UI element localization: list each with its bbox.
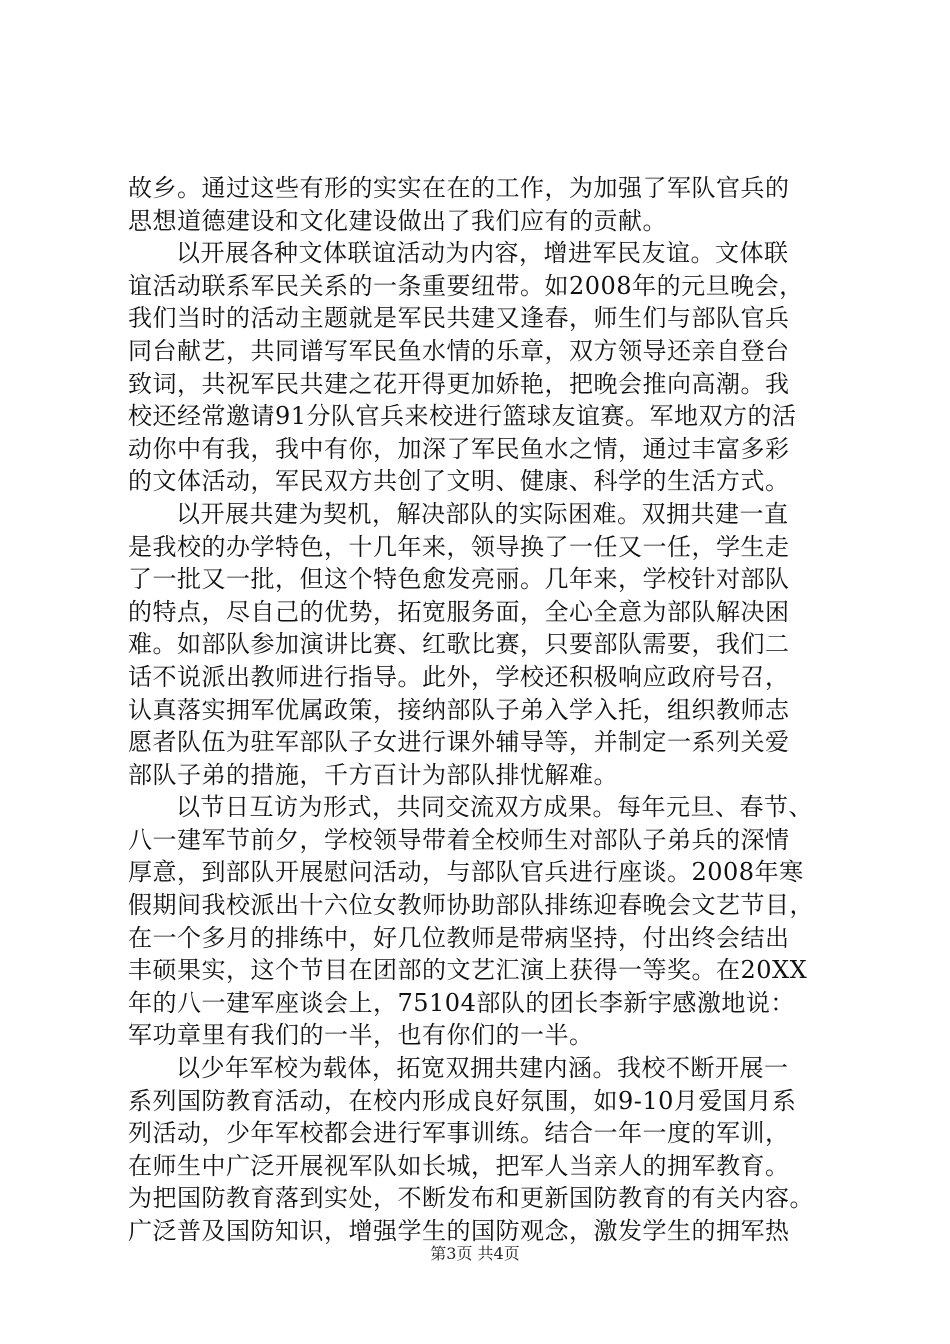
text-line: 八一建军节前夕，学校领导带着全校师生对部队子弟兵的深情 xyxy=(128,825,790,854)
text-line: 为把国防教育落到实处，不断发布和更新国防教育的有关内容。 xyxy=(128,1184,814,1213)
text-line: 的特点，尽自己的优势，拓宽服务面，全心全意为部队解决困 xyxy=(128,597,790,626)
text-line: 列活动，少年军校都会进行军事训练。结合一年一度的军训， xyxy=(128,1119,790,1148)
paragraph-first-line: 以少年军校为载体，拓宽双拥共建内涵。我校不断开展一 xyxy=(176,1054,789,1083)
text-line: 系列国防教育活动，在校内形成良好氛围，如9-10月爱国月系 xyxy=(128,1086,797,1115)
paragraph-first-line: 以开展各种文体联谊活动为内容，增进军民友谊。文体联 xyxy=(176,239,789,268)
text-line: 广泛普及国防知识，增强学生的国防观念，激发学生的拥军热 xyxy=(128,1217,790,1245)
text-line: 愿者队伍为驻军部队子女进行课外辅导等，并制定一系列关爱 xyxy=(128,728,790,757)
text-line: 我们当时的活动主题就是军民共建又逢春，师生们与部队官兵 xyxy=(128,304,790,333)
text-line: 丰硕果实，这个节目在团部的文艺汇演上获得一等奖。在20XX xyxy=(128,956,808,985)
text-line: 假期间我校派出十六位女教师协助部队排练迎春晚会文艺节目， xyxy=(128,891,814,920)
text-line: 致词，共祝军民共建之花开得更加娇艳，把晚会推向高潮。我 xyxy=(128,369,790,398)
page-number-footer: 第3页 共4页 xyxy=(430,1244,520,1263)
text-line: 故乡。通过这些有形的实实在在的工作，为加强了军队官兵的 xyxy=(128,174,790,202)
text-line: 同台献艺，共同谱写军民鱼水情的乐章，双方领导还亲自登台 xyxy=(128,336,790,365)
document-body xyxy=(128,172,848,1248)
text-line: 谊活动联系军民关系的一条重要纽带。如2008年的元旦晚会， xyxy=(128,271,804,300)
text-line: 部队子弟的措施，千方百计为部队排忧解难。 xyxy=(128,760,618,789)
text-line: 话不说派出教师进行指导。此外，学校还积极响应政府号召， xyxy=(128,662,790,691)
paragraph-first-line: 以开展共建为契机，解决部队的实际困难。双拥共建一直 xyxy=(176,499,789,528)
text-line: 难。如部队参加演讲比赛、红歌比赛，只要部队需要，我们二 xyxy=(128,630,790,659)
text-line: 的文体活动，军民双方共创了文明、健康、科学的生活方式。 xyxy=(128,467,790,496)
text-line: 在一个多月的排练中，好几位教师是带病坚持，付出终会结出 xyxy=(128,923,790,952)
text-line: 动你中有我，我中有你，加深了军民鱼水之情，通过丰富多彩 xyxy=(128,434,790,463)
text-line: 厚意，到部队开展慰问活动，与部队官兵进行座谈。2008年寒 xyxy=(128,858,804,887)
text-line: 思想道德建设和文化建设做出了我们应有的贡献。 xyxy=(128,206,667,235)
text-line: 校还经常邀请91分队官兵来校进行篮球友谊赛。军地双方的活 xyxy=(128,402,797,431)
text-line: 了一批又一批，但这个特色愈发亮丽。几年来，学校针对部队 xyxy=(128,565,790,594)
text-line: 年的八一建军座谈会上，75104部队的团长李新宇感激地说： xyxy=(128,988,795,1017)
paragraph-first-line: 以节日互访为形式，共同交流双方成果。每年元旦、春节、 xyxy=(176,793,813,822)
text-line: 认真落实拥军优属政策，接纳部队子弟入学入托，组织教师志 xyxy=(128,695,790,724)
text-line: 是我校的办学特色，十几年来，领导换了一任又一任，学生走 xyxy=(128,532,790,561)
text-line: 在师生中广泛开展视军队如长城，把军人当亲人的拥军教育。 xyxy=(128,1151,790,1180)
text-line: 军功章里有我们的一半，也有你们的一半。 xyxy=(128,1021,594,1050)
